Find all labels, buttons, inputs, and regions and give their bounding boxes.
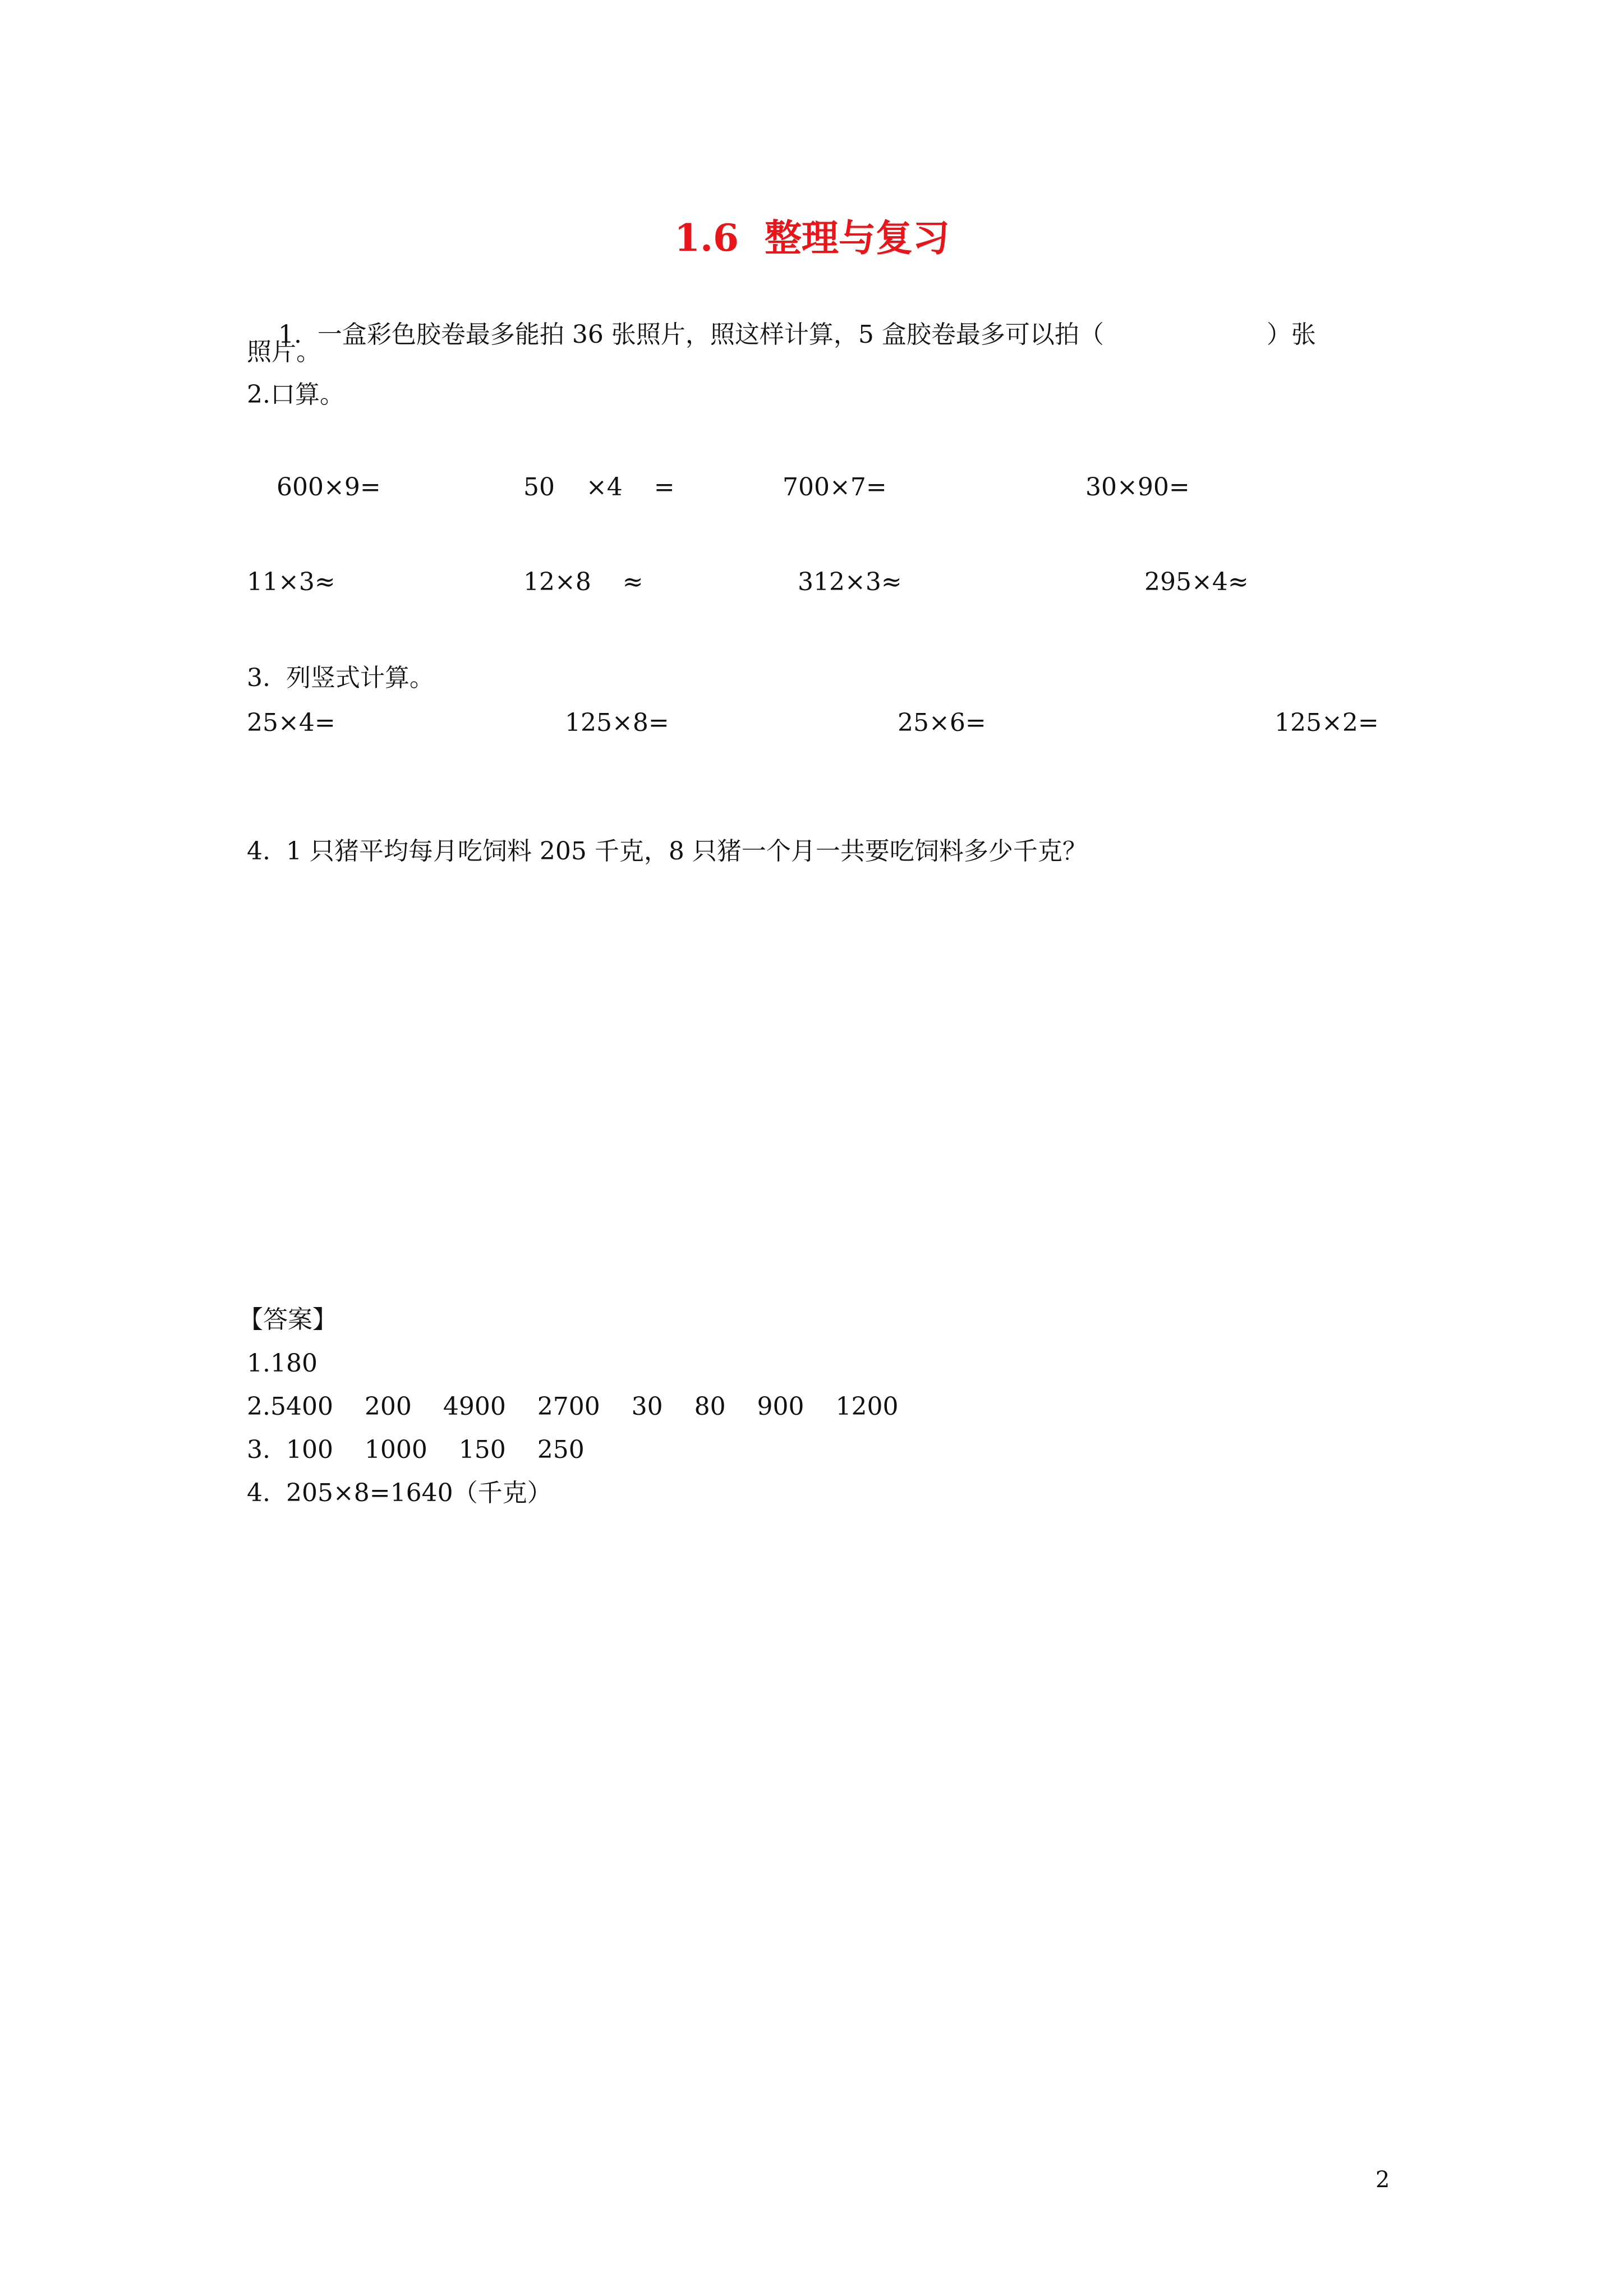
oral-calc-item: 295×4≈ [1144,568,1249,596]
answers-heading: 【答案】 [238,1305,337,1334]
oral-calc-item: 11×3≈ [247,568,335,596]
vertical-calc-item: 125×2= [1275,708,1379,737]
question-2-heading: 2.口算。 [247,380,344,409]
oral-calc-item: 700×7= [783,473,887,501]
answer-line: 3. 100 1000 150 250 [247,1435,585,1464]
oral-calc-item: 312×3≈ [798,568,902,596]
oral-calc-item: 30×90= [1085,473,1190,501]
oral-calc-item: 12×8 ≈ [523,568,643,596]
answer-line: 1.180 [247,1349,318,1378]
page-number: 2 [1375,2167,1390,2193]
oral-calc-item: 50 ×4 = [523,473,675,501]
question-1-text-end: ）张 [1266,320,1316,349]
page-title: 1.6 整理与复习 [674,216,950,260]
answer-line: 4. 205×8=1640（千克） [247,1479,552,1507]
question-1-continuation: 照片。 [247,338,321,366]
answer-line: 2.5400 200 4900 2700 30 80 900 1200 [247,1392,899,1421]
vertical-calc-item: 125×8= [565,708,669,737]
question-4: 4. 1 只猪平均每月吃饲料 205 千克，8 只猪一个月一共要吃饲料多少千克？ [247,837,1087,866]
vertical-calc-item: 25×6= [898,708,986,737]
oral-calc-item: 600×9= [277,473,381,501]
question-3-heading: 3. 列竖式计算。 [247,664,434,692]
vertical-calc-item: 25×4= [247,708,335,737]
question-1-text: 1. 一盒彩色胶卷最多能拍 36 张照片，照这样计算，5 盒胶卷最多可以拍（ [278,320,1104,349]
question-1 [247,291,1316,379]
